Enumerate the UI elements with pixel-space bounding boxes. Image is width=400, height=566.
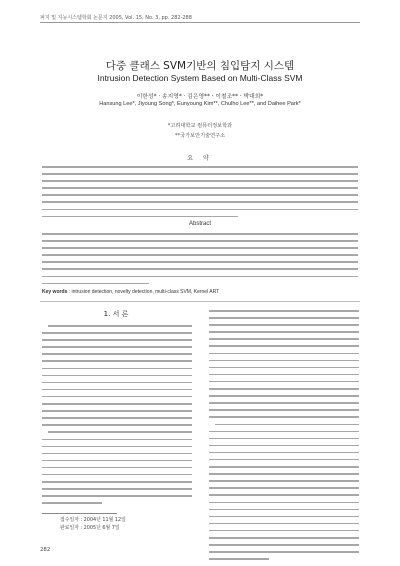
- title-english: Intrusion Detection System Based on Multi-Class SVM: [97, 73, 303, 83]
- body-column-right: [209, 310, 359, 565]
- keywords-line: [42, 289, 219, 295]
- abstract-heading: Abstract: [188, 221, 211, 227]
- body-divider: [40, 301, 360, 302]
- page-number: 282: [40, 547, 51, 553]
- authors-korean: 이한성* · 송지영* · 김은영** · 이철조** · 박대희*: [136, 94, 264, 100]
- authors-english: Hansung Lee*, Jiyoung Song*, Eunyoung Kim**, Chulho Lee**, and Daihee Park*: [99, 101, 301, 107]
- footnote-divider: [42, 513, 117, 514]
- summary-korean-body: [42, 166, 358, 223]
- abstract-english-body: [42, 233, 358, 290]
- journal-running-header: 퍼지 및 지능시스템학회 논문지 2005, Vol. 15, No. 3, pp. 282-288: [40, 15, 192, 21]
- header-divider: [40, 22, 360, 23]
- received-date: 접수일자 : 2004년 11월 12일: [60, 517, 126, 523]
- body-column-left: [42, 325, 192, 509]
- title-korean: 다중 클래스 SVM기반의 침입탐지 시스템: [105, 60, 295, 72]
- affiliation-nsri: **국가보안기술연구소: [174, 133, 226, 139]
- section-heading-introduction: 1. 서 론: [103, 310, 129, 318]
- affiliation-korea-university: *고려대학교 컴퓨터정보학과: [167, 123, 233, 129]
- summary-heading-korean: 요 약: [187, 155, 213, 162]
- keywords-text: : intrusion detection, novelty detection, multi-class SVM, Kernel ART: [68, 289, 220, 295]
- keywords-label: Key words: [42, 289, 68, 295]
- accepted-date: 완료일자 : 2005년 6월 7일: [60, 525, 120, 531]
